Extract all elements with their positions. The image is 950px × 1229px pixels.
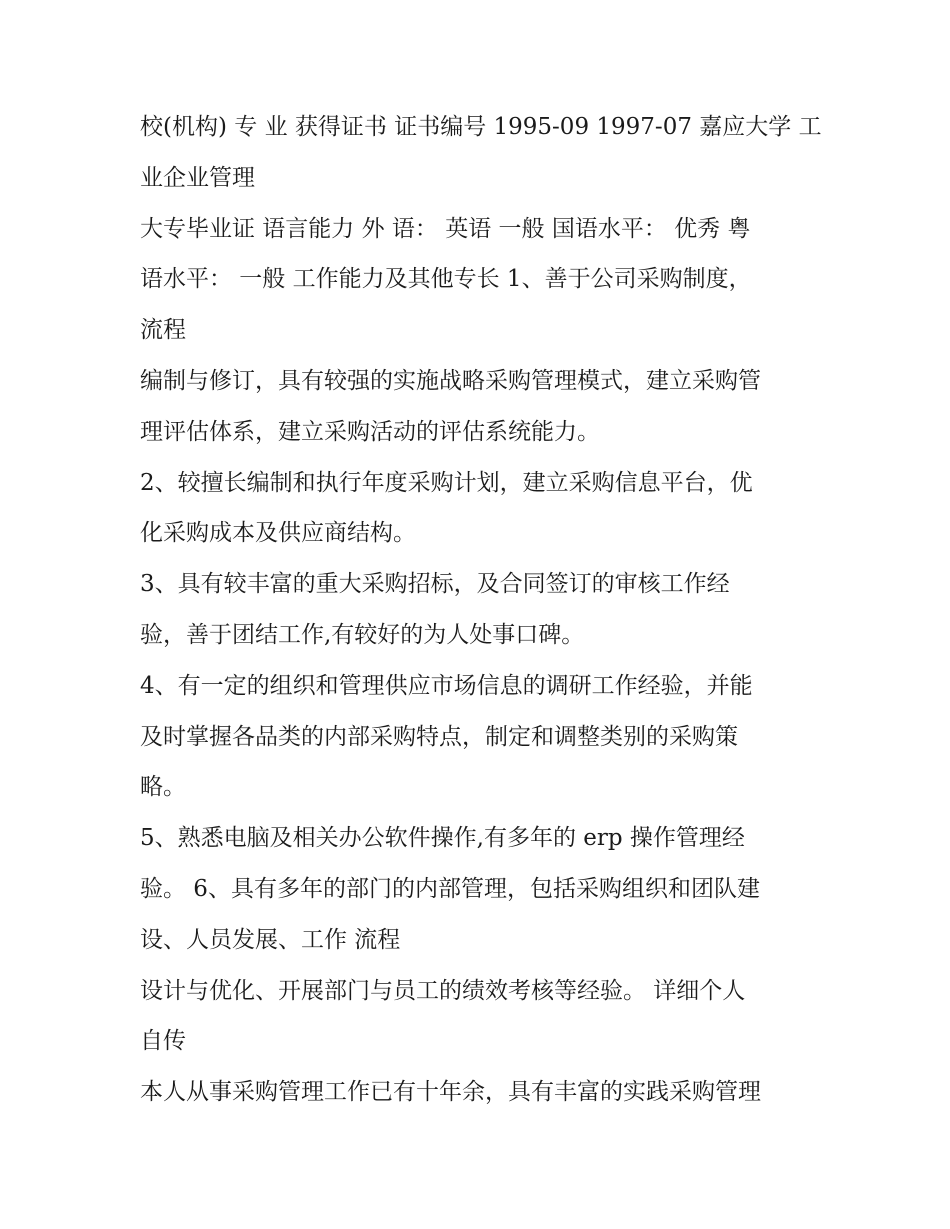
text-line: 理评估体系，建立采购活动的评估系统能力。 [140, 418, 600, 445]
text-line: 及时掌握各品类的内部采购特点，制定和调整类别的采购策 [140, 723, 738, 750]
text-line: 语水平： 一般 工作能力及其他专长 1、善于公司采购制度， [140, 266, 752, 293]
text-line: 略。 [140, 774, 186, 801]
text-line: 流程 [140, 317, 186, 344]
text-line: 编制与修订，具有较强的实施战略采购管理模式，建立采购管 [140, 367, 761, 394]
text-line: 自传 [140, 1028, 186, 1055]
text-line: 验，善于团结工作,有较好的为人处事口碑。 [140, 621, 585, 648]
resume-text-block [140, 102, 830, 1118]
text-line: 设计与优化、开展部门与员工的绩效考核等经验。 详细个人 [140, 977, 746, 1004]
text-line: 2、较擅长编制和执行年度采购计划，建立采购信息平台，优 [140, 469, 753, 496]
text-line: 大专毕业证 语言能力 外 语： 英语 一般 国语水平： 优秀 粤 [140, 215, 751, 242]
text-line: 3、具有较丰富的重大采购招标，及合同签订的审核工作经 [140, 571, 730, 598]
text-line: 化采购成本及供应商结构。 [140, 520, 416, 547]
text-line: 4、有一定的组织和管理供应市场信息的调研工作经验，并能 [140, 672, 753, 699]
text-line: 校(机构) 专 业 获得证书 证书编号 1995-09 1997-07 嘉应大学 工 [140, 114, 822, 140]
text-line: 5、熟悉电脑及相关办公软件操作,有多年的 erp 操作管理经 [140, 825, 745, 852]
text-line: 验。 6、具有多年的部门的内部管理，包括采购组织和团队建 [140, 875, 760, 902]
text-line: 业企业管理 [140, 164, 255, 191]
text-line: 设、人员发展、工作 流程 [140, 926, 401, 953]
text-line: 本人从事采购管理工作已有十年余，具有丰富的实践采购管理 [140, 1079, 761, 1106]
